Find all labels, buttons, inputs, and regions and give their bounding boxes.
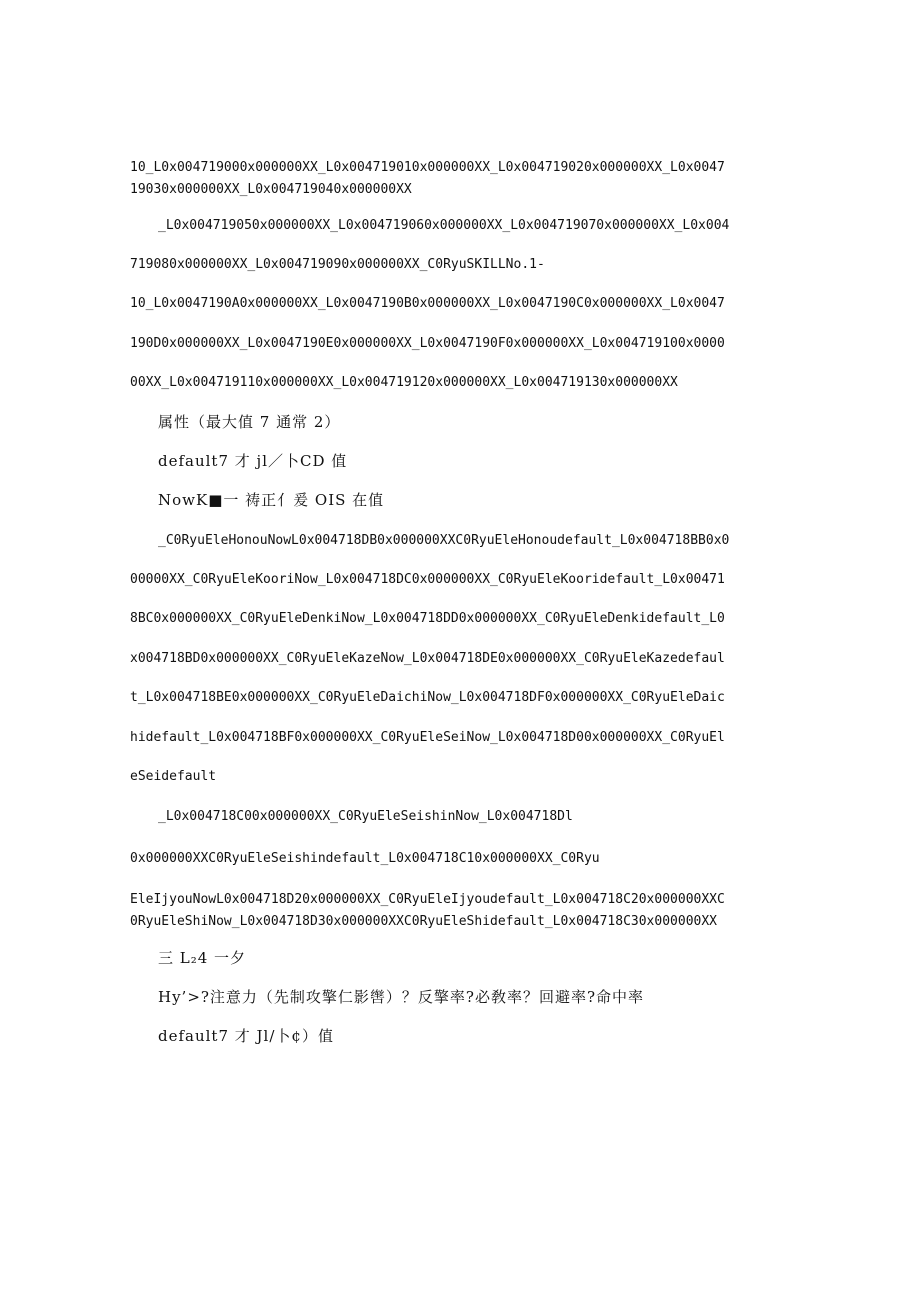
text-line-5: 10_L0x0047190A0x000000XX_L0x0047190B0x000000XX_L0x0047190C0x000000XX_L0x0047	[130, 296, 725, 311]
text-line-21: 0RyuEleShiNow_L0x004718D30x000000XXC0RyuEleShidefault_L0x004718C30x000000XX	[130, 914, 717, 929]
text-line-3: _L0x004719050x000000XX_L0x004719060x000000XX_L0x004719070x000000XX_L0x004	[158, 218, 730, 233]
text-line-13: 8BC0x000000XX_C0RyuEleDenkiNow_L0x004718DD0x000000XX_C0RyuEleDenkidefault_L0	[130, 611, 725, 626]
attribute-heading: 属性（最大值 7 通常 2）	[158, 413, 341, 431]
text-line-19: 0x000000XXC0RyuEleSeishindefault_L0x004718C10x000000XX_C0Ryu	[130, 851, 600, 866]
text-line-14: x004718BD0x000000XX_C0RyuEleKazeNow_L0x004718DE0x000000XX_C0RyuEleKazedefaul	[130, 651, 725, 666]
text-line-2: 19030x000000XX_L0x004719040x000000XX	[130, 182, 412, 197]
stats-line: Hy’>?注意力（先制攻擎仁影辔）？反擎率?必敎率？回避率?命中率	[158, 988, 645, 1006]
text-line-7: 00XX_L0x004719110x000000XX_L0x004719120x000000XX_L0x004719130x000000XX	[130, 375, 678, 390]
now-value-label: NowK■一 祷正亻爰 OIS 在值	[158, 491, 385, 509]
text-line-20: EleIjyouNowL0x004718D20x000000XX_C0RyuEleIjyoudefault_L0x004718C20x000000XXC	[130, 892, 725, 907]
text-line-17: eSeidefault	[130, 769, 217, 784]
text-line-11: _C0RyuEleHonouNowL0x004718DB0x000000XXC0RyuEleHonoudefault_L0x004718BB0x0	[158, 533, 730, 548]
section-heading: 三 L₂4 一夕	[158, 949, 247, 967]
text-line-1: 10_L0x004719000x000000XX_L0x004719010x000000XX_L0x004719020x000000XX_L0x0047	[130, 160, 725, 175]
text-line-16: hidefault_L0x004718BF0x000000XX_C0RyuEleSeiNow_L0x004718D00x000000XX_C0RyuEl	[130, 730, 725, 745]
default-value-line: default7 才 Jl/卜¢）值	[158, 1027, 334, 1045]
text-line-15: t_L0x004718BE0x000000XX_C0RyuEleDaichiNow_L0x004718DF0x000000XX_C0RyuEleDaic	[130, 690, 725, 705]
text-line-18: _L0x004718C00x000000XX_C0RyuEleSeishinNow_L0x004718Dl	[158, 809, 573, 824]
text-line-4: 719080x000000XX_L0x004719090x000000XX_C0RyuSKILLNo.1-	[130, 257, 545, 272]
default-value-label: default7 才 jl／卜CD 值	[158, 452, 348, 470]
text-line-6: 190D0x000000XX_L0x0047190E0x000000XX_L0x0047190F0x000000XX_L0x004719100x0000	[130, 336, 725, 351]
text-line-12: 00000XX_C0RyuEleKooriNow_L0x004718DC0x000000XX_C0RyuEleKooridefault_L0x00471	[130, 572, 725, 587]
